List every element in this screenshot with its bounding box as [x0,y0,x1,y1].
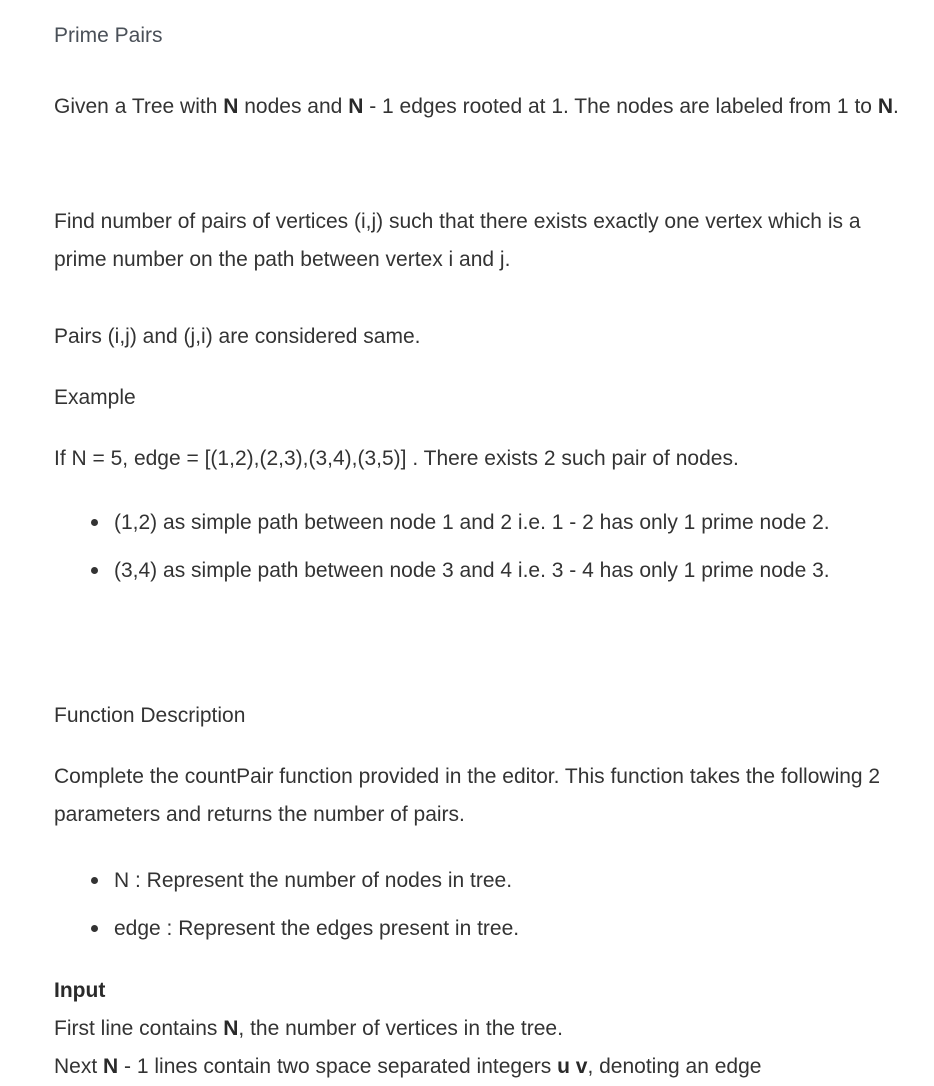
input-line-2-text-a: Next [54,1055,104,1078]
input-line-2-text-c: , denoting an edge [587,1055,762,1078]
example-heading: Example [54,386,136,409]
intro-text-3: - 1 edges rooted at 1. The nodes are labeled from 1 to [363,95,878,118]
intro-text-4: . [892,95,899,118]
intro-paragraph-2: Find number of pairs of vertices (i,j) such that there exists exactly one vertex which is a prime number on the path between vertex i and j. [54,210,861,271]
input-heading: Input [54,979,106,1002]
input-line-1-text-b: , the number of vertices in the tree. [238,1017,563,1040]
input-line-2-uv-bold: u v [557,1055,588,1078]
function-description-heading: Function Description [54,704,246,727]
parameter-list [88,860,888,949]
input-line-2 [54,1048,904,1086]
intro-text-1: Given a Tree with [54,95,224,118]
example-line: If N = 5, edge = [(1,2),(2,3),(3,4),(3,5)] . There exists 2 such pair of nodes. [54,447,739,470]
intro-paragraph-3: Pairs (i,j) and (j,i) are considered same. [54,325,421,348]
parameter-item: edge : Represent the edges present in tree. [88,908,888,949]
input-line-2-text-b: - 1 lines contain two space separated integers [118,1055,558,1078]
example-list-item: (1,2) as simple path between node 1 and 2 i.e. 1 - 2 has only 1 prime node 2. [88,502,888,543]
intro-text-2: nodes and [238,95,349,118]
input-line-2-n-bold: N [103,1055,119,1078]
input-line-1-text-a: First line contains [54,1017,224,1040]
example-list [88,502,888,591]
intro-n-bold-2: N [348,95,364,118]
input-line-1 [54,1010,904,1048]
parameter-item: N : Represent the number of nodes in tree. [88,860,888,901]
example-list-item: (3,4) as simple path between node 3 and 4 i.e. 3 - 4 has only 1 prime node 3. [88,550,888,591]
intro-n-bold-3: N [877,95,893,118]
function-description-text: Complete the countPair function provided in the editor. This function takes the following 2 parameters and returns the number of pairs. [54,765,881,826]
input-line-1-n-bold: N [223,1017,239,1040]
intro-paragraph-1 [54,88,904,126]
problem-title: Prime Pairs [54,24,163,47]
intro-n-bold-1: N [223,95,239,118]
